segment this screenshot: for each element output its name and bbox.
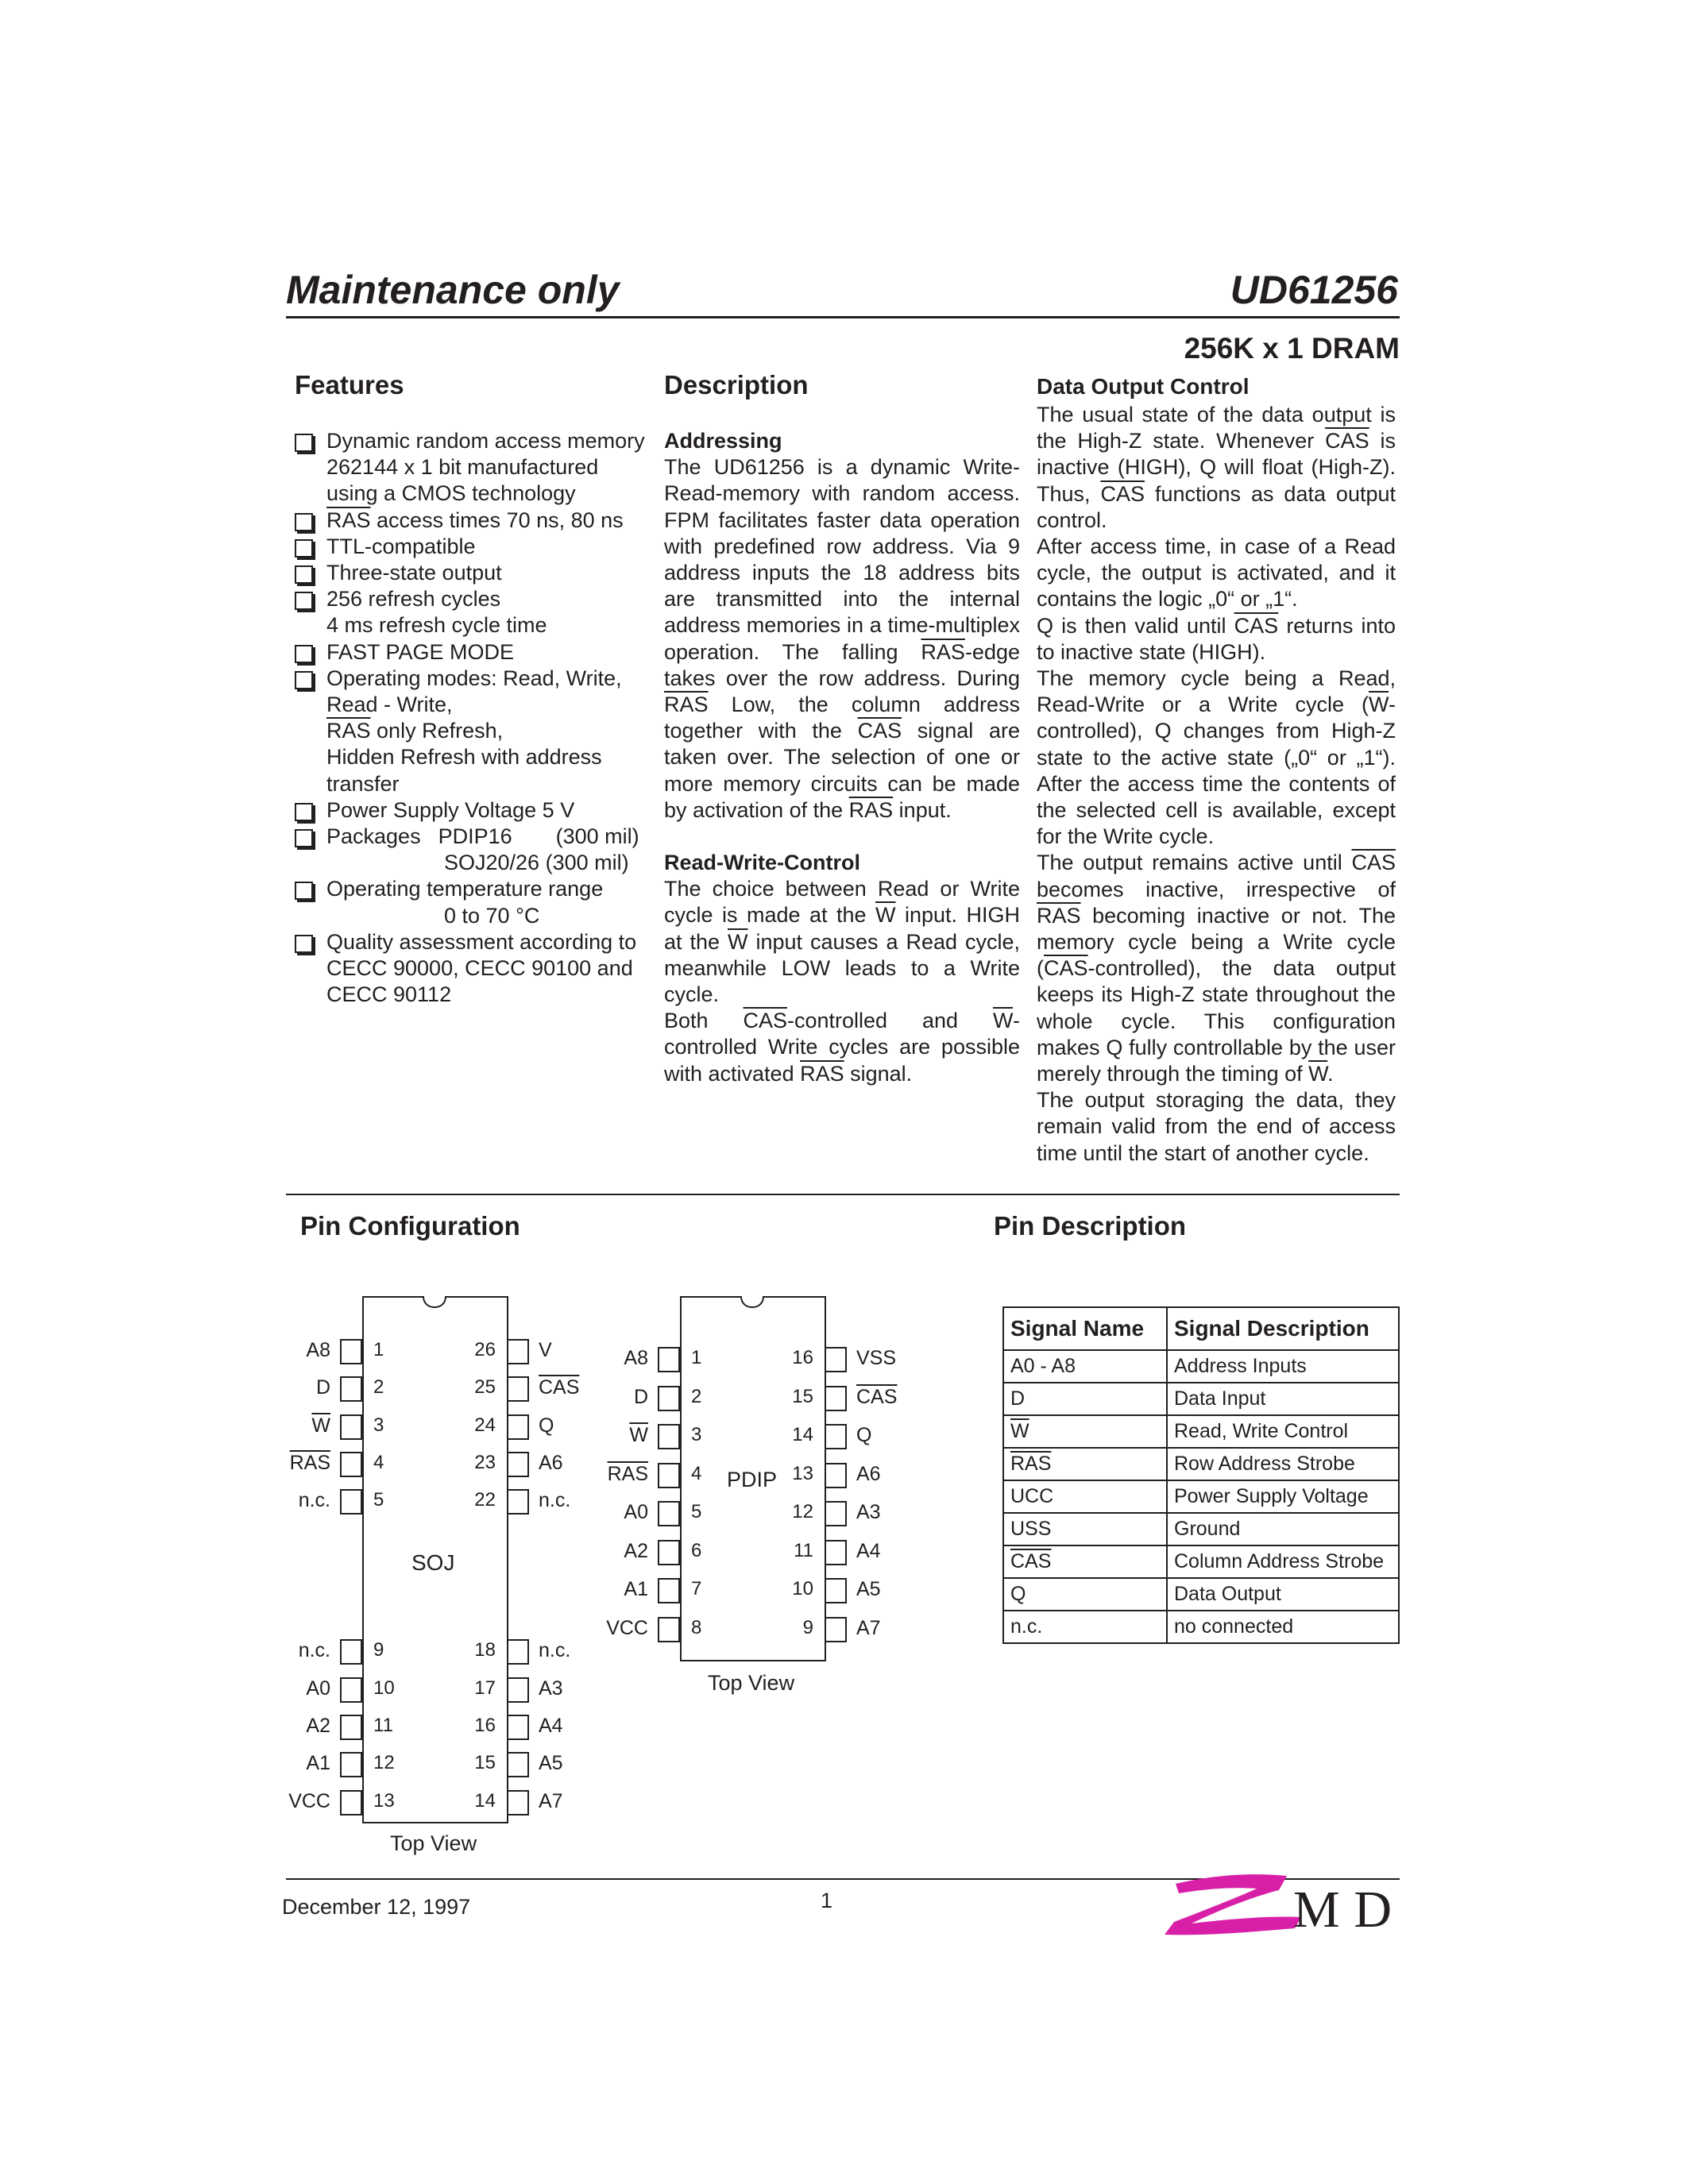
pin-number: 14	[792, 1424, 813, 1445]
checkbox-icon	[295, 539, 313, 558]
description-heading: Description	[664, 370, 809, 399]
pin-label: A6	[539, 1451, 563, 1474]
soj-label: SOJ	[411, 1550, 455, 1575]
packages-label: Packages	[326, 824, 421, 849]
pin-label: A8	[624, 1347, 648, 1369]
text-run: becoming inactive or not. The memory cycle being a Write cycle (	[1037, 903, 1396, 981]
maintenance-title: Maintenance only	[286, 268, 620, 312]
signal-description-cell: Column Address Strobe	[1167, 1545, 1399, 1578]
table-row	[1003, 1611, 1399, 1643]
signal-description-cell: Address Inputs	[1167, 1350, 1399, 1383]
pin-pad	[340, 1790, 362, 1815]
cas-signal: $\overline{CAS}$	[1234, 613, 1279, 638]
pin-label: n.c.	[298, 1639, 330, 1662]
pin-label: A1	[624, 1578, 648, 1600]
pdip-top-view: Top View	[708, 1671, 795, 1695]
pin-pad	[825, 1386, 847, 1411]
pin-number: 5	[373, 1489, 384, 1511]
feature-line: FAST PAGE MODE	[326, 639, 515, 664]
pin-number: 16	[792, 1347, 813, 1368]
w-signal: $\overline{W}$	[1308, 1062, 1328, 1086]
pin-label: $\overline{W}$	[629, 1424, 648, 1446]
signal-name-cell: USS	[1003, 1513, 1167, 1545]
pin-pad	[340, 1752, 362, 1777]
signal-name-cell: A0 - A8	[1003, 1350, 1167, 1383]
pin-pad	[507, 1715, 529, 1740]
text-run: functions as data output control.	[1037, 481, 1396, 532]
pin-number: 26	[474, 1339, 496, 1360]
table-row	[1003, 1578, 1399, 1611]
pin-pad	[340, 1339, 362, 1364]
pin-label: A5	[539, 1752, 563, 1775]
feature-line: 256 refresh cycles	[326, 587, 501, 612]
addressing-heading: Addressing	[664, 429, 782, 453]
product-subtitle: 256K x 1 DRAM	[1184, 332, 1400, 365]
data-output-p3	[1037, 613, 1396, 666]
pin-label: $\overline{CAS}$	[856, 1385, 898, 1408]
pin-pad	[507, 1452, 529, 1477]
text-run: signal are taken over. The selection of one or more memory circuits can be made by activation of the	[664, 719, 1020, 822]
text-run: The usual state of the data output is the High-Z state. Whenever	[1037, 403, 1396, 453]
rw-text-2	[664, 1008, 1020, 1087]
feature-line: Operating temperature range	[326, 877, 604, 901]
pin-label: A5	[856, 1578, 881, 1600]
description-body	[664, 428, 1020, 1087]
ras-signal: $\overline{RAS}$	[921, 639, 965, 664]
feature-line	[326, 507, 660, 534]
pin-number: 9	[802, 1616, 813, 1638]
pin-pad	[340, 1376, 362, 1402]
pin-number: 13	[373, 1789, 395, 1812]
ras-signal: $\overline{RAS}$	[326, 507, 371, 532]
pin-label: A7	[539, 1789, 563, 1812]
w-signal: $\overline{W}$	[875, 903, 896, 928]
pin-label: A2	[624, 1539, 648, 1562]
signal-description-cell: Read, Write Control	[1167, 1415, 1399, 1448]
text-run: The memory cycle being a Read, Read-Write or a Write cycle (	[1037, 666, 1396, 717]
cas-signal: $\overline{CAS}$	[1351, 851, 1396, 875]
pin-config-heading: Pin Configuration	[300, 1211, 520, 1241]
pin-pad	[507, 1339, 529, 1364]
pin-pad	[507, 1414, 529, 1440]
pin-label: D	[315, 1376, 330, 1399]
pin-label: A3	[856, 1501, 881, 1523]
checkbox-icon	[295, 829, 313, 847]
signal-name-cell: UCC	[1003, 1480, 1167, 1513]
pin-pad	[507, 1376, 529, 1402]
package-pdip: PDIP16	[438, 824, 512, 849]
feature-item	[295, 824, 660, 876]
feature-line: Hidden Refresh with address	[326, 745, 602, 770]
text-run: input.	[893, 797, 952, 822]
pin-number: 12	[373, 1752, 395, 1774]
pin-pad	[507, 1752, 529, 1777]
pin-number: 5	[691, 1501, 702, 1522]
feature-line: CECC 90112	[326, 982, 452, 1007]
pin-pad	[507, 1489, 529, 1515]
pin-number: 15	[792, 1385, 813, 1407]
pin-number: 22	[474, 1489, 496, 1511]
feature-item	[295, 534, 660, 560]
text-run: is inactive (HIGH), Q will float (High-Z). Thus,	[1037, 429, 1396, 506]
zmd-logo	[1160, 1868, 1398, 1939]
feature-item	[295, 428, 660, 507]
feature-item	[295, 586, 660, 639]
pin-pad	[507, 1790, 529, 1815]
table-row	[1003, 1513, 1399, 1545]
pin-description-table	[1002, 1306, 1400, 1644]
pin-pad	[658, 1501, 680, 1526]
pin-pad	[658, 1347, 680, 1372]
pin-label: VCC	[606, 1616, 648, 1639]
feature-item	[295, 797, 660, 824]
pin-label: V	[539, 1339, 552, 1361]
checkbox-icon	[295, 645, 313, 663]
pin-number: 17	[474, 1677, 496, 1699]
pin-number: 6	[691, 1539, 702, 1561]
signal-name-cell: $\overline{RAS}$	[1003, 1448, 1167, 1480]
signal-description-cell: Power Supply Voltage	[1167, 1480, 1399, 1513]
pin-pad	[825, 1424, 847, 1449]
ras-signal: $\overline{RAS}$	[1037, 903, 1081, 928]
text-run: The choice between Read or Write cycle is made at the	[664, 877, 1020, 928]
pin-pad	[825, 1463, 847, 1488]
pin-label: $\overline{RAS}$	[289, 1451, 330, 1474]
pin-label: Q	[856, 1424, 872, 1446]
pin-number: 2	[373, 1376, 384, 1399]
pin-number: 4	[691, 1462, 702, 1484]
signal-name-cell: D	[1003, 1383, 1167, 1415]
w-signal: $\overline{W}$	[1369, 693, 1389, 717]
data-output-p2: After access time, in case of a Read cycle, the output is activated, and it contains the logic „0“ or „1“.	[1037, 534, 1396, 612]
addressing-text	[664, 454, 1020, 824]
pin-label: A3	[539, 1677, 563, 1700]
pin-label: D	[633, 1385, 648, 1408]
feature-line: Quality assessment according to	[326, 929, 637, 954]
pin-label: $\overline{RAS}$	[607, 1462, 648, 1485]
cas-signal: $\overline{CAS}$	[1044, 956, 1088, 981]
pin-label: $\overline{W}$	[311, 1414, 330, 1437]
logo-z-swoosh	[1165, 1874, 1301, 1935]
pin-number: 7	[691, 1578, 702, 1599]
ras-signal: $\overline{RAS}$	[800, 1061, 844, 1086]
signal-description-cell: no connected	[1167, 1611, 1399, 1643]
features-heading: Features	[295, 370, 404, 399]
pin-label: $\overline{CAS}$	[539, 1376, 580, 1399]
pin-number: 15	[474, 1752, 496, 1774]
pin-number: 25	[474, 1376, 496, 1399]
pin-label: A2	[306, 1715, 330, 1737]
logo-md-text: MD	[1293, 1881, 1392, 1939]
pin-pad	[340, 1715, 362, 1740]
pin-number: 4	[373, 1451, 384, 1473]
text-run: -edge takes over the row address. During	[664, 639, 1020, 690]
pin-number: 11	[794, 1539, 813, 1561]
text-run: -controlled Write cycles are possible with activated	[664, 1009, 1020, 1086]
table-row	[1003, 1545, 1399, 1578]
feature-item	[295, 929, 660, 1009]
signal-name-cell: n.c.	[1003, 1611, 1167, 1643]
pin-pad	[825, 1347, 847, 1372]
feature-text: access times 70 ns, 80 ns	[370, 507, 624, 532]
pin-label: A0	[624, 1501, 648, 1523]
pin-desc-heading: Pin Description	[994, 1211, 1187, 1241]
text-run: .	[1327, 1062, 1334, 1086]
part-number: UD61256	[1230, 268, 1398, 312]
data-output-p5	[1037, 850, 1396, 1087]
ras-signal: $\overline{RAS}$	[664, 693, 709, 717]
table-row	[1003, 1350, 1399, 1383]
pin-pad	[825, 1501, 847, 1526]
feature-item	[295, 507, 660, 534]
signal-name-cell: $\overline{CAS}$	[1003, 1545, 1167, 1578]
table-row	[1003, 1480, 1399, 1513]
text-run: input. HIGH at the	[664, 903, 1020, 954]
pin-number: 10	[373, 1677, 395, 1699]
col-signal-description: Signal Description	[1167, 1307, 1399, 1350]
pin-number: 12	[792, 1501, 813, 1522]
feature-item	[295, 876, 660, 928]
pin-number: 11	[373, 1715, 393, 1736]
pin-pad	[825, 1617, 847, 1642]
table-row	[1003, 1383, 1399, 1415]
cas-signal: $\overline{CAS}$	[857, 719, 902, 743]
checkbox-icon	[295, 935, 313, 953]
pin-number: 14	[474, 1789, 496, 1812]
checkbox-icon	[295, 565, 313, 584]
page-number: 1	[821, 1889, 833, 1912]
checkbox-icon	[295, 434, 313, 452]
feature-line: 262144 x 1 bit manufactured	[326, 455, 599, 480]
feature-line: TTL-compatible	[326, 534, 476, 558]
pin-label: A4	[856, 1539, 881, 1562]
pin-pad	[340, 1489, 362, 1515]
text-run: returns into to inactive state (HIGH).	[1037, 613, 1396, 664]
rw-heading: Read-Write-Control	[664, 851, 860, 875]
w-signal: $\overline{W}$	[728, 929, 748, 954]
pin-number: 10	[792, 1578, 813, 1599]
pin-pad	[507, 1639, 529, 1665]
pdip-label: PDIP	[727, 1468, 778, 1491]
feature-item	[295, 639, 660, 666]
pin-pad	[658, 1540, 680, 1565]
feature-line: CECC 90000, CECC 90100 and	[326, 956, 633, 981]
checkbox-icon	[295, 513, 313, 531]
pin-pad	[825, 1578, 847, 1603]
pin-number: 9	[373, 1639, 384, 1661]
pin-pad	[658, 1463, 680, 1488]
pin-label: n.c.	[539, 1639, 571, 1662]
pin-pad	[658, 1617, 680, 1642]
pin-number: 3	[373, 1414, 384, 1436]
pin-number: 2	[691, 1385, 702, 1407]
pin-number: 18	[474, 1639, 496, 1661]
ras-signal: $\overline{RAS}$	[848, 797, 894, 822]
signal-description-cell: Data Output	[1167, 1578, 1399, 1611]
pin-pad	[340, 1677, 362, 1703]
cas-signal: $\overline{CAS}$	[743, 1009, 788, 1033]
pin-number: 3	[691, 1424, 702, 1445]
signal-description-cell: Data Input	[1167, 1383, 1399, 1415]
pin-label: Q	[539, 1414, 554, 1437]
feature-line: SOJ20/26 (300 mil)	[444, 851, 629, 875]
text-run: Q is then valid until	[1037, 613, 1234, 638]
feature-line: Power Supply Voltage 5 V	[326, 797, 575, 822]
pin-label: A8	[306, 1339, 330, 1361]
pin-number: 23	[474, 1451, 496, 1473]
pin-number: 16	[474, 1715, 496, 1736]
rw-text	[664, 876, 1020, 1008]
pin-pad	[658, 1424, 680, 1449]
signal-name-cell: Q	[1003, 1578, 1167, 1611]
pin-pad	[507, 1677, 529, 1703]
pin-number: 8	[691, 1616, 702, 1638]
data-output-body	[1037, 402, 1396, 1167]
checkbox-icon	[295, 592, 313, 610]
feature-line: 0 to 70 °C	[444, 903, 540, 928]
checkbox-icon	[295, 882, 313, 900]
pin-pad	[340, 1414, 362, 1440]
table-row	[1003, 1448, 1399, 1480]
feature-line: transfer	[326, 771, 400, 796]
data-output-p6: The output storaging the data, they remain valid from the end of access time until the start of another cycle.	[1037, 1088, 1396, 1165]
pin-number: 24	[474, 1414, 496, 1436]
feature-item	[295, 560, 660, 586]
feature-item	[295, 666, 660, 797]
pin-label: A1	[306, 1752, 330, 1775]
feature-line: Operating modes: Read, Write,	[326, 666, 622, 690]
soj-top-view: Top View	[390, 1831, 477, 1855]
pin-label: A4	[539, 1715, 563, 1737]
text-run: Both	[664, 1009, 744, 1033]
pin-pad	[658, 1386, 680, 1411]
data-output-p1	[1037, 402, 1396, 534]
feature-line: Dynamic random access memory	[326, 429, 645, 453]
col-signal-name: Signal Name	[1003, 1307, 1167, 1350]
checkbox-icon	[295, 803, 313, 821]
table-row	[1003, 1415, 1399, 1448]
zmd-logo-mark	[1160, 1868, 1398, 1939]
feature-line: 4 ms refresh cycle time	[326, 613, 547, 638]
text-run: becomes inactive, irrespective of	[1037, 877, 1396, 901]
signal-description-cell: Row Address Strobe	[1167, 1448, 1399, 1480]
pin-pad	[340, 1452, 362, 1477]
feature-line	[326, 718, 660, 744]
pin-label: VCC	[288, 1789, 330, 1812]
ras-signal: $\overline{RAS}$	[326, 719, 371, 743]
pin-pad	[825, 1540, 847, 1565]
w-signal: $\overline{W}$	[993, 1009, 1013, 1033]
features-list	[295, 428, 660, 1008]
feature-text: only Refresh,	[370, 719, 504, 743]
text-run: -controlled), Q changes from High-Z state to the active state („0“ or „1“). After the access time the contents of the selected cell is available, except for the Write cycle.	[1037, 693, 1396, 849]
pin-number: 1	[691, 1347, 702, 1368]
data-output-heading: Data Output Control	[1037, 374, 1250, 399]
pin-number: 1	[373, 1339, 384, 1360]
pin-label: n.c.	[298, 1489, 330, 1512]
feature-line	[326, 824, 660, 850]
feature-line: Read - Write,	[326, 693, 453, 717]
pin-label: A7	[856, 1616, 881, 1639]
section-rule	[286, 1194, 1400, 1195]
text-run: -controlled), the data output keeps its High-Z state throughout the whole cycle. This configuration makes Q fully controllable by the user merely through the timing of	[1037, 956, 1396, 1086]
feature-line: using a CMOS technology	[326, 481, 576, 506]
pin-label: n.c.	[539, 1489, 571, 1512]
pin-number: 13	[792, 1462, 813, 1484]
header-rule	[286, 316, 1400, 318]
pin-pad	[658, 1578, 680, 1603]
pin-pad	[340, 1639, 362, 1665]
signal-name-cell: $\overline{W}$	[1003, 1415, 1167, 1448]
table-header-row	[1003, 1307, 1399, 1350]
text-run: Low, the column address together with the	[664, 693, 1020, 743]
text-run: input causes a Read cycle, meanwhile LOW leads to a Write cycle.	[664, 929, 1021, 1007]
cas-signal: $\overline{CAS}$	[1100, 481, 1145, 506]
footer-date: December 12, 1997	[282, 1895, 471, 1919]
text-run: The output remains active until	[1037, 851, 1352, 875]
feature-line: Three-state output	[326, 561, 502, 585]
cas-signal: $\overline{CAS}$	[1325, 429, 1369, 453]
data-output-p4	[1037, 666, 1396, 850]
text-run: signal.	[844, 1061, 913, 1086]
pin-label: VSS	[856, 1347, 897, 1369]
text-run: The UD61256 is a dynamic Write-Read-memory with random access. FPM facilitates faster data operation with predefined row address. Via 9 address inputs the 18 address bits are transmitted into the internal address memories in a time-multiplex operation. The falling	[664, 455, 1020, 664]
pin-label: A6	[856, 1462, 881, 1485]
text-run: -controlled and	[787, 1009, 993, 1033]
package-pdip-width: (300 mil)	[555, 824, 639, 849]
signal-description-cell: Ground	[1167, 1513, 1399, 1545]
pin-label: A0	[306, 1677, 330, 1700]
checkbox-icon	[295, 671, 313, 689]
